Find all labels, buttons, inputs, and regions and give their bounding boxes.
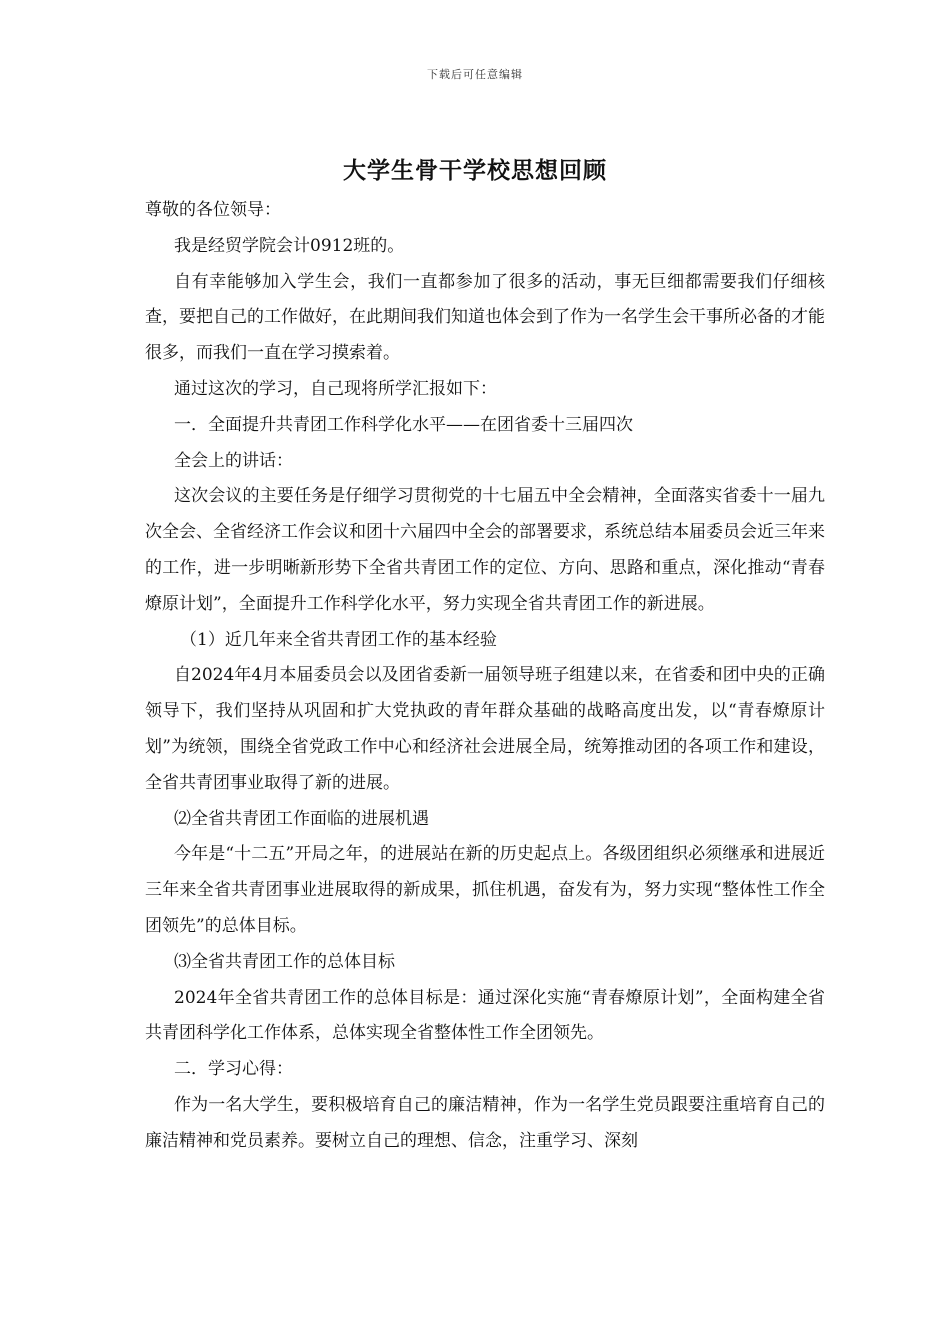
section-heading-1-cont: 全会上的讲话： (174, 450, 293, 471)
document-body (145, 193, 825, 1160)
paragraph-goal: 2024年全省共青团工作的总体目标是：通过深化实施“青春燎原计划”，全面构建全省共青团科学化工作体系，总体实现全省整体性工作全团领先。 (145, 987, 825, 1044)
subheading-2: ⑵全省共青团工作面临的进展机遇 (174, 808, 429, 829)
paragraph-experience: 自2024年4月本届委员会以及团省委新一届领导班子组建以来，在省委和团中央的正确领导下，我们坚持从巩固和扩大党执政的青年群众基础的战略高度出发，以“青春燎原计划”为统领，围绕全省党政工作中心和经济社会进展全局，统筹推动团的各项工作和建设，全省共青团事业取得了新的进展。 (145, 665, 825, 793)
document-title: 大学生骨干学校思想回顾 (343, 157, 607, 184)
salutation: 尊敬的各位领导： (145, 200, 281, 220)
paragraph-opportunity: 今年是“十二五”开局之年，的进展站在新的历史起点上。各级团组织必须继承和进展近三年来全省共青团事业进展取得的新成果，抓住机遇，奋发有为，努力实现“整体性工作全团领先”的总体目标。 (145, 844, 825, 936)
subheading-1: （1）近几年来全省共青团工作的基本经验 (180, 629, 497, 650)
paragraph-intro: 我是经贸学院会计0912班的。 (174, 235, 405, 256)
subheading-3: ⑶全省共青团工作的总体目标 (174, 951, 395, 972)
paragraph-meeting-task: 这次会议的主要任务是仔细学习贯彻党的十七届五中全会精神，全面落实省委十一届九次全会、全省经济工作会议和团十六届四中全会的部署要求，系统总结本届委员会近三年来的工作，进一步明晰新形势下全省共青团工作的定位、方向、思路和重点，深化推动“青春燎原计划”，全面提升工作科学化水平，努力实现全省共青团工作的新进展。 (145, 486, 825, 614)
paragraph-student-union: 自有幸能够加入学生会，我们一直都参加了很多的活动，事无巨细都需要我们仔细核查，要把自己的工作做好，在此期间我们知道也体会到了作为一名学生会干事所必备的才能很多，而我们一直在学习摸索着。 (145, 271, 825, 364)
section-heading-2: 二．学习心得： (174, 1059, 293, 1080)
paragraph-reflection: 作为一名大学生，要积极培育自己的廉洁精神，作为一名学生党员跟要注重培育自己的廉洁精神和党员素养。要树立自己的理想、信念，注重学习、深刻 (145, 1094, 825, 1151)
section-heading-1: 一．全面提升共青团工作科学化水平——在团省委十三届四次 (174, 414, 633, 435)
paragraph-report-lead: 通过这次的学习，自己现将所学汇报如下： (174, 378, 497, 399)
page-header-note: 下载后可任意编辑 (427, 68, 523, 81)
